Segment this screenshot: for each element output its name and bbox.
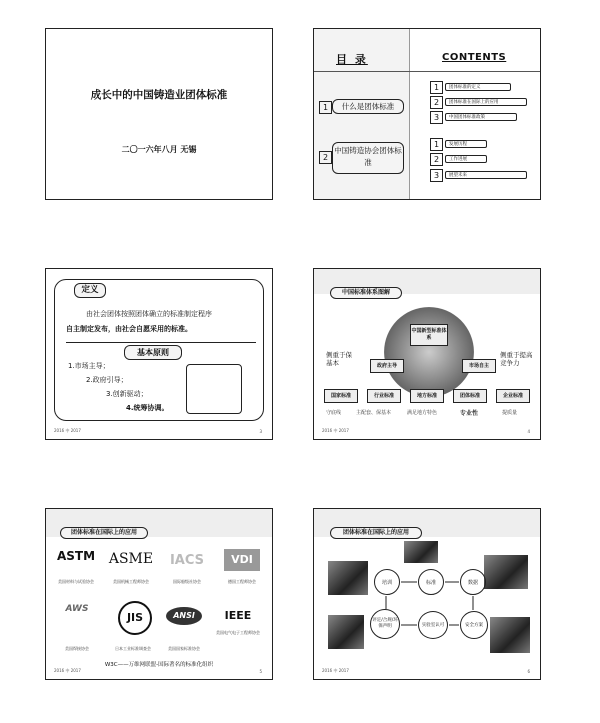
definition-label: 定义 [74,283,106,298]
caption-5: 提质量 [502,410,518,416]
node-training: 培训 [374,569,400,595]
ieee-logo: IEEE [224,609,252,622]
node-standards: 标准 [418,569,444,595]
flow-arrows [314,509,541,680]
slide-6-international-diagram[interactable] [313,508,541,680]
asme-caption: 美国机械工程师协会 [113,579,149,584]
slide-footer: 2016 中 2017 [54,428,81,433]
slide-header: 团体标准在国际上的应用 [330,527,422,539]
caption-4: 专业性 [460,410,479,417]
astm-logo: ASTM [56,549,96,563]
principle-1: 1.市场主导； [68,362,110,370]
right-num-2-2: 2 [430,153,443,166]
slide-2-contents[interactable] [313,28,541,200]
slide-1-title[interactable] [45,28,273,200]
jis-caption: 日本工业标准调查会 [115,646,151,651]
slide-footer: 2016 中 2017 [322,668,349,673]
jis-logo: JIS [118,601,152,635]
principle-2: 2.政府引导； [86,376,128,384]
ieee-caption: 美国电气电子工程师协会 [216,630,260,635]
definition-line-2: 自主制定发布，由社会自愿采用的标准。 [66,325,192,333]
slide-header: 团体标准在国际上的应用 [60,527,148,539]
left-item-1[interactable]: 什么是团体标准 [332,99,404,114]
right-num-2-3: 3 [430,169,443,182]
right-num-1-3: 3 [430,111,443,124]
level-local: 地方标准 [410,389,444,403]
level-industry: 行业标准 [367,389,401,403]
left-item-2[interactable]: 中国铸造协会团体标准 [332,142,404,174]
ansi-caption: 美国国家标准协会 [168,646,200,651]
contents-heading: CONTENTS [442,52,507,63]
mulu-heading: 目 录 [336,53,368,66]
principle-4: 4.统筹协调。 [126,404,169,412]
left-num-1: 1 [319,101,332,114]
astm-caption: 美国材料与试验协会 [58,579,94,584]
right-item-2-1[interactable]: 发展历程 [445,140,487,148]
principle-label: 基本原则 [124,345,182,360]
emblem-graphic [384,307,474,397]
market-box: 市场自主 [462,359,496,373]
caption-2: 主配套、保基本 [356,410,392,416]
deck-title: 成长中的中国铸造业团体标准 [90,89,228,101]
right-item-1-3[interactable]: 中国团体标准政策 [445,113,517,121]
level-group: 团体标准 [453,389,487,403]
slide-5-international[interactable] [45,508,273,680]
slide-4-standards-system[interactable] [313,268,541,440]
right-item-1-2[interactable]: 团体标准在国际上的应用 [445,98,527,106]
right-item-2-2[interactable]: 工作进展 [445,155,487,163]
left-num-2: 2 [319,151,332,164]
iacs-caption: 国际船级社协会 [173,579,201,584]
node-certification: 评定/合规/环保声明 [370,609,400,639]
caption-3: 满足地方特色 [407,410,438,416]
center-box: 中国新型标准体系 [410,324,448,346]
right-note: 侧重于提高竞争力 [500,351,533,367]
level-national: 国家标准 [324,389,358,403]
slide-footer: 2016 中 2017 [54,668,81,673]
principle-rule [66,342,256,343]
iacs-logo: IACS [169,553,205,568]
node-data: 数据 [460,569,486,595]
left-note: 侧重于保基本 [326,351,352,367]
page-number: 4 [527,429,530,434]
definition-line-1: 由社会团体按照团体确立的标准制定程序 [86,310,212,318]
gov-box: 政府主导 [370,359,404,373]
node-safety: 安全方案 [460,611,488,639]
page-number: 6 [527,669,530,674]
image-placeholder [186,364,242,414]
right-item-2-3[interactable]: 展望未来 [445,171,527,179]
vdi-logo: VDI [224,549,260,571]
divider [314,71,541,72]
principle-3: 3.创新驱动； [106,390,148,398]
page-number: 3 [259,429,262,434]
right-num-2-1: 1 [430,138,443,151]
slide-footer: 2016 中 2017 [322,428,349,433]
right-num-1-2: 2 [430,96,443,109]
right-num-1-1: 1 [430,81,443,94]
caption-1: 守底线 [326,410,342,416]
aws-logo: AWS [65,604,89,614]
asme-logo: ASME [108,551,154,567]
right-item-1-1[interactable]: 团体标准的定义 [445,83,511,91]
node-lab: 实验室认可 [418,611,448,639]
slide-header: 中国标准体系图解 [330,287,402,299]
deck-date-location: 二〇一六年八月 无锡 [121,145,197,154]
page-number: 5 [259,669,262,674]
ansi-logo: ANSI [166,607,202,625]
aws-caption: 美国焊接协会 [65,646,89,651]
level-enterprise: 企业标准 [496,389,530,403]
slide-3-definition[interactable] [45,268,273,440]
vdi-caption: 德国工程师协会 [228,579,256,584]
w3c-note: W3C——万维网联盟-国际著名的标准化组织 [104,662,214,668]
